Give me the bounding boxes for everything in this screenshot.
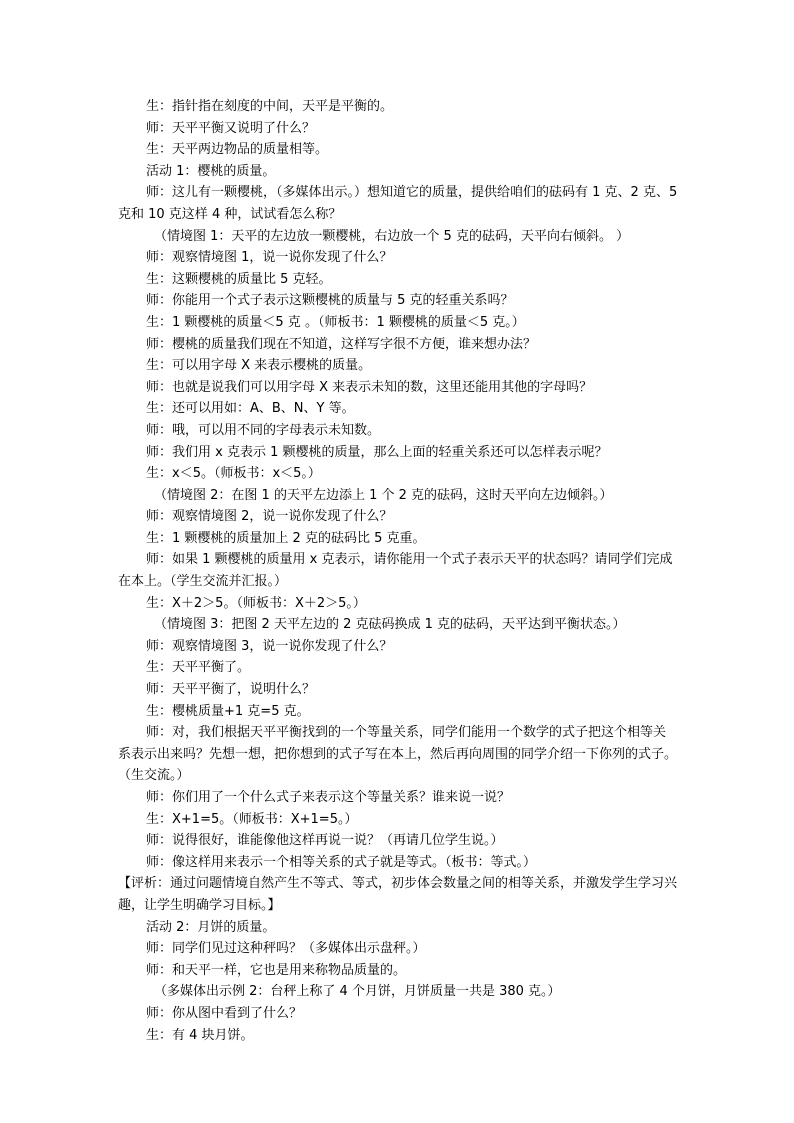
dialogue-line: 生：有 4 块月饼。	[146, 1027, 254, 1043]
dialogue-line: 师：我们用 x 克表示 1 颗樱桃的质量，那么上面的轻重关系还可以怎样表示呢？	[146, 444, 608, 460]
dialogue-line: 师：也就是说我们可以用字母 X 来表示未知的数，这里还能用其他的字母吗？	[146, 379, 593, 395]
dialogue-line: 师：如果 1 颗樱桃的质量用 x 克表示，请你能用一个式子表示天平的状态吗？请同学们完成在本上。（学生交流并汇报。）	[118, 552, 673, 590]
dialogue-line: 生：还可以用如：A、B、N、Y 等。	[146, 401, 355, 417]
dialogue-line: 师：天平平衡了，说明什么？	[146, 682, 316, 698]
scene-note: （情境图 1：天平的左边放一颗樱桃，右边放一个 5 克的砝码，天平向右倾斜。 ）	[154, 228, 630, 244]
dialogue-line: 师：像这样用来表示一个相等关系的式子就是等式。（板书：等式。）	[146, 854, 537, 870]
dialogue-line: 师：你们用了一个什么式子来表示这个等量关系？谁来说一说？	[146, 790, 511, 805]
dialogue-line: 师：你能用一个式子表示这颗樱桃的质量与 5 克的轻重关系吗？	[146, 293, 514, 309]
lesson-body	[118, 96, 678, 1046]
dialogue-line: 师：观察情境图 2，说一说你发现了什么？	[146, 509, 393, 525]
dialogue-line: 生：x＜5。（师板书：x＜5。）	[146, 466, 321, 482]
dialogue-line: 师：这儿有一颗樱桃，（多媒体出示。）想知道它的质量，提供给咱们的砝码有 1 克、2 克、5 克和 10 克这样 4 种，试试看怎么称？	[118, 185, 678, 222]
dialogue-line: 师：樱桃的质量我们现在不知道，这样写字很不方便，谁来想办法？	[146, 336, 537, 352]
dialogue-line: 生：樱桃质量+1 克=5 克。	[146, 703, 310, 719]
dialogue-line: 生：天平两边物品的质量相等。	[146, 142, 329, 158]
dialogue-line: 师：说得很好，谁能像他这样再说一说？（再请几位学生说。）	[146, 833, 504, 849]
activity-heading: 活动 2：月饼的质量。	[146, 919, 276, 935]
scene-note: （情境图 2：在图 1 的天平左边添上 1 个 2 克的砝码，这时天平向左边倾斜。）	[154, 487, 613, 503]
dialogue-line: 生：指针指在刻度的中间，天平是平衡的。	[146, 99, 394, 114]
dialogue-line: 生：这颗樱桃的质量比 5 克轻。	[146, 271, 332, 287]
dialogue-line: 师：同学们见过这种秤吗？（多媒体出示盘秤。）	[146, 941, 426, 957]
scene-note: （情境图 3：把图 2 天平左边的 2 克砝码换成 1 克的砝码，天平达到平衡状态。）	[154, 617, 626, 633]
activity-heading: 活动 1：樱桃的质量。	[146, 163, 276, 179]
dialogue-line: 师：观察情境图 3，说一说你发现了什么？	[146, 638, 393, 654]
dialogue-line: 生：1 颗樱桃的质量＜5 克 。（师板书：1 颗樱桃的质量＜5 克。）	[146, 314, 525, 330]
dialogue-line: 师：天平平衡又说明了什么？	[146, 120, 316, 136]
dialogue-line: 师：观察情境图 1，说一说你发现了什么？	[146, 250, 393, 266]
dialogue-line: 师：你从图中看到了什么？	[146, 1005, 303, 1021]
dialogue-line: 生：X＋2＞5。（师板书：X＋2＞5。）	[146, 595, 366, 611]
dialogue-line: 师：哦，可以用不同的字母表示未知数。	[146, 422, 381, 438]
dialogue-line: 生：X+1=5。（师板书：X+1=5。）	[146, 811, 358, 827]
dialogue-line: 师：和天平一样，它也是用来称物品质量的。	[146, 962, 407, 978]
dialogue-line: 生：可以用字母 X 来表示樱桃的质量。	[146, 358, 372, 374]
evaluation-note: 【评析：通过问题情境自然产生不等式、等式，初步体会数量之间的相等关系，并激发学生学习兴趣，让学生明确学习目标。】	[118, 876, 678, 913]
dialogue-line: 师：对，我们根据天平平衡找到的一个等量关系，同学们能用一个数学的式子把这个相等关系表示出来吗？先想一想，把你想到的式子写在本上，然后再向周围的同学介绍一下你列的式子。（生交流。）	[118, 725, 678, 784]
dialogue-line: 生：天平平衡了。	[146, 660, 251, 676]
dialogue-line: 生：1 颗樱桃的质量加上 2 克的砝码比 5 克重。	[146, 530, 426, 546]
scene-note: （多媒体出示例 2：台秤上称了 4 个月饼，月饼质量一共是 380 克。）	[154, 984, 561, 1000]
